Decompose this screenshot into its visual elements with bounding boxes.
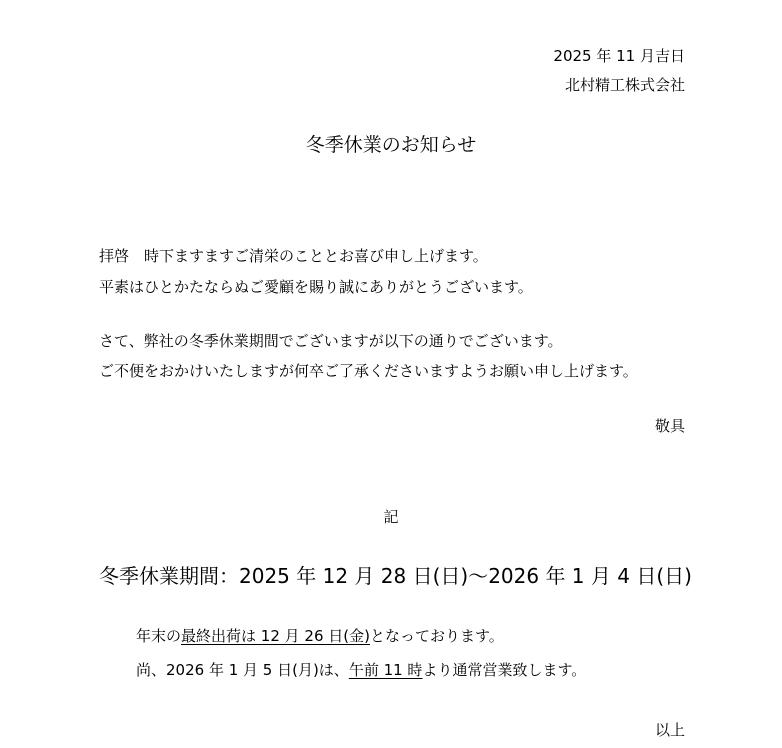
shipping-highlight: 最終出荷は 12 月 26 日(金) <box>181 627 370 645</box>
company-name: 北村精工株式会社 <box>564 76 685 94</box>
notice-line: さて、弊社の冬季休業期間でございますが以下の通りでございます。 <box>99 332 563 350</box>
apology-line: ご不便をおかけいたしますが何卒ご了承くださいますようお願い申し上げます。 <box>99 362 638 380</box>
shipping-note <box>136 626 504 646</box>
resume-note <box>136 660 586 680</box>
resume-highlight: 午前 11 時 <box>348 661 423 679</box>
resume-prefix: 尚、2026 年 1 月 5 日(月)は、 <box>136 661 349 679</box>
shipping-suffix: となっております。 <box>369 627 504 645</box>
document-title: 冬季休業のお知らせ <box>305 134 477 156</box>
holiday-period: 冬季休業期間：2025 年 12 月 28 日(日)～2026 年 1 月 4 日(日) <box>99 564 692 588</box>
resume-suffix: より通常営業致します。 <box>422 661 587 679</box>
issue-date: 2025 年 11 月吉日 <box>553 47 685 65</box>
thanks-line: 平素はひとかたならぬご愛顧を賜り誠にありがとうございます。 <box>99 278 533 296</box>
ki-heading: 記 <box>383 508 399 526</box>
greeting-line: 拝啓 時下ますますご清栄のこととお喜び申し上げます。 <box>99 247 488 265</box>
shipping-prefix: 年末の <box>136 627 182 645</box>
closing-keigu: 敬具 <box>654 417 685 435</box>
closing-ijou: 以上 <box>654 721 685 739</box>
